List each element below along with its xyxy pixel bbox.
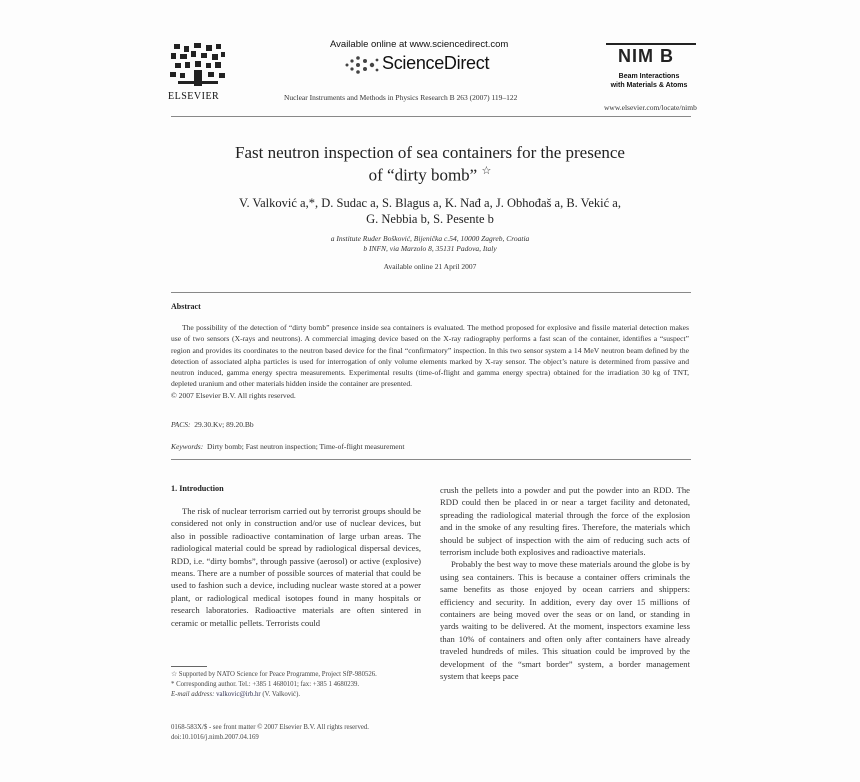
issn-line: 0168-583X/$ - see front matter © 2007 Elsevier B.V. All rights reserved. — [171, 724, 369, 731]
footnotes — [171, 670, 421, 700]
affiliation-b: b INFN, via Marzolo 8, 35131 Padova, Italy — [363, 244, 497, 253]
nimb-wordmark: NIM B — [618, 46, 674, 66]
right-paragraph-1: crush the pellets into a powder and put the powder into an RDD. The RDD could then be placed in or near a target facility and detonated, spreading the radiological material through the force of the explosion and in the smoke of any resulting fires. Therefore, the materials which should be subject of inspection with the aim of reducing such acts of terrorism include both explosives and radioactive materials. — [440, 485, 690, 558]
journal-citation: Nuclear Instruments and Methods in Physics Research B 263 (2007) 119–122 — [284, 93, 518, 102]
nimb-subtitle — [604, 72, 694, 90]
available-online-line: Available online at www.sciencedirect.com — [330, 39, 509, 50]
email-link[interactable]: valkovic@irb.hr — [216, 691, 261, 698]
title-line-1: Fast neutron inspection of sea containers for the presence — [235, 143, 625, 162]
sciencedirect-logo — [332, 53, 502, 75]
keywords-values: Dirty bomb; Fast neutron inspection; Time-of-flight measurement — [206, 442, 405, 451]
keywords-label: Keywords: — [171, 442, 204, 451]
abstract-bottom-divider — [171, 459, 691, 460]
title-line-2: of “dirty bomb” ☆ — [368, 165, 492, 185]
affiliation-a: a Institute Ruđer Bošković, Bijenička c.54, 10000 Zagreb, Croatia — [330, 234, 530, 243]
sciencedirect-dots-icon — [344, 55, 380, 75]
footnote-email — [171, 690, 421, 700]
left-column — [171, 505, 421, 629]
pacs-codes: 29.30.Kv; 89.20.Bb — [194, 420, 254, 429]
email-owner: (V. Valković). — [262, 691, 301, 698]
footnote-corresponding: * Corresponding author. Tel.: +385 1 4680101; fax: +385 1 4680239. — [171, 681, 360, 688]
elsevier-tree-logo — [168, 42, 228, 88]
left-paragraph: The risk of nuclear terrorism carried out by terrorist groups should be considered not only in construction and/or use of nuclear devices, but also in possible radioactive contamination of large urban areas. The radiological material could be spread by radiological dispersal devices, RDD, i.e. “dirty bombs”, through passive (aerosol) or active (explosive) means. There are a number of possible sources of material that could be used to fashion such a device, including nuclear waste stored at a power plant, or radiological medical isotopes found in many hospitals or research laboratories. Radioactive materials are often sintered in ceramic or metallic pellets. Terrorists could — [171, 506, 421, 628]
abstract-paragraph: The possibility of the detection of “dirty bomb” presence inside sea containers is evaluated. The method proposed for explosive and fissile material detection makes use of two sensors (X-rays and neutrons). A commercial imaging device based on the X-ray radiography performs a fast scan of the container, identifies a “suspect” region and provides its coordinates to the neutron based device for the final “confirmatory” inspection. In this two sensor system a 14 MeV neutron beam defined by the detection of associated alpha particles is used for interrogation of only volume elements marked by X-ray sensor. The object’s nature is determined from passive and neutron induced, gamma energy spectra measurements. Experimental results (time-of-flight and gamma energy spectra) obtained for the irradiation 30 kg of TNT, depleted uranium and other materials hidden inside the container are presented. — [171, 323, 689, 389]
header-divider — [171, 116, 691, 117]
pacs-label: PACS: — [171, 420, 191, 429]
nimb-logo — [606, 43, 696, 65]
article-title — [160, 143, 700, 185]
journal-url: www.elsevier.com/locate/nimb — [604, 103, 697, 112]
abstract-heading: Abstract — [171, 302, 201, 311]
keywords-line — [171, 442, 404, 451]
sciencedirect-wordmark: ScienceDirect — [382, 53, 490, 73]
pacs-line — [171, 420, 254, 429]
right-paragraph-2: Probably the best way to move these materials around the globe is by using sea containers. This is because a container offers criminals the same benefits as those enjoyed by ocean carriers and shippers: efficiency and security. In addition, every day over 15 millions of containers are being moved over the seas or on land, or standing in yards waiting to be delivered. At the moment, inspectors examine less than 10% of containers and often only after containers have already traveled hundreds of miles. This situation could be improved by the development of the “smart border” system, a border management system that keeps pace — [440, 559, 690, 682]
elsevier-wordmark: ELSEVIER — [168, 91, 220, 102]
nimb-subtitle-line-2: with Materials & Atoms — [610, 82, 688, 89]
doi-line: doi:10.1016/j.nimb.2007.04.169 — [171, 734, 259, 741]
author-list — [160, 195, 700, 227]
title-star-marker: ☆ — [481, 165, 492, 177]
abstract-copyright: © 2007 Elsevier B.V. All rights reserved. — [171, 390, 296, 400]
footnote-funding: ☆ Supported by NATO Science for Peace Programme, Project SfP-980526. — [171, 671, 377, 678]
footnote-divider — [171, 666, 207, 667]
nimb-subtitle-line-1: Beam Interactions — [618, 73, 680, 80]
authors-line-1: V. Valković a,*, D. Sudac a, S. Blagus a, K. Nađ a, J. Obhođaš a, B. Vekić a, — [239, 196, 621, 210]
front-matter-info — [171, 723, 369, 743]
email-label: E-mail address: — [171, 691, 215, 698]
abstract-top-divider — [171, 292, 691, 293]
section-heading: 1. Introduction — [171, 484, 224, 493]
right-column — [440, 484, 690, 683]
affiliations — [160, 234, 700, 254]
authors-line-2: G. Nebbia b, S. Pesente b — [366, 212, 494, 226]
available-date: Available online 21 April 2007 — [383, 262, 477, 271]
abstract-body — [171, 322, 689, 401]
